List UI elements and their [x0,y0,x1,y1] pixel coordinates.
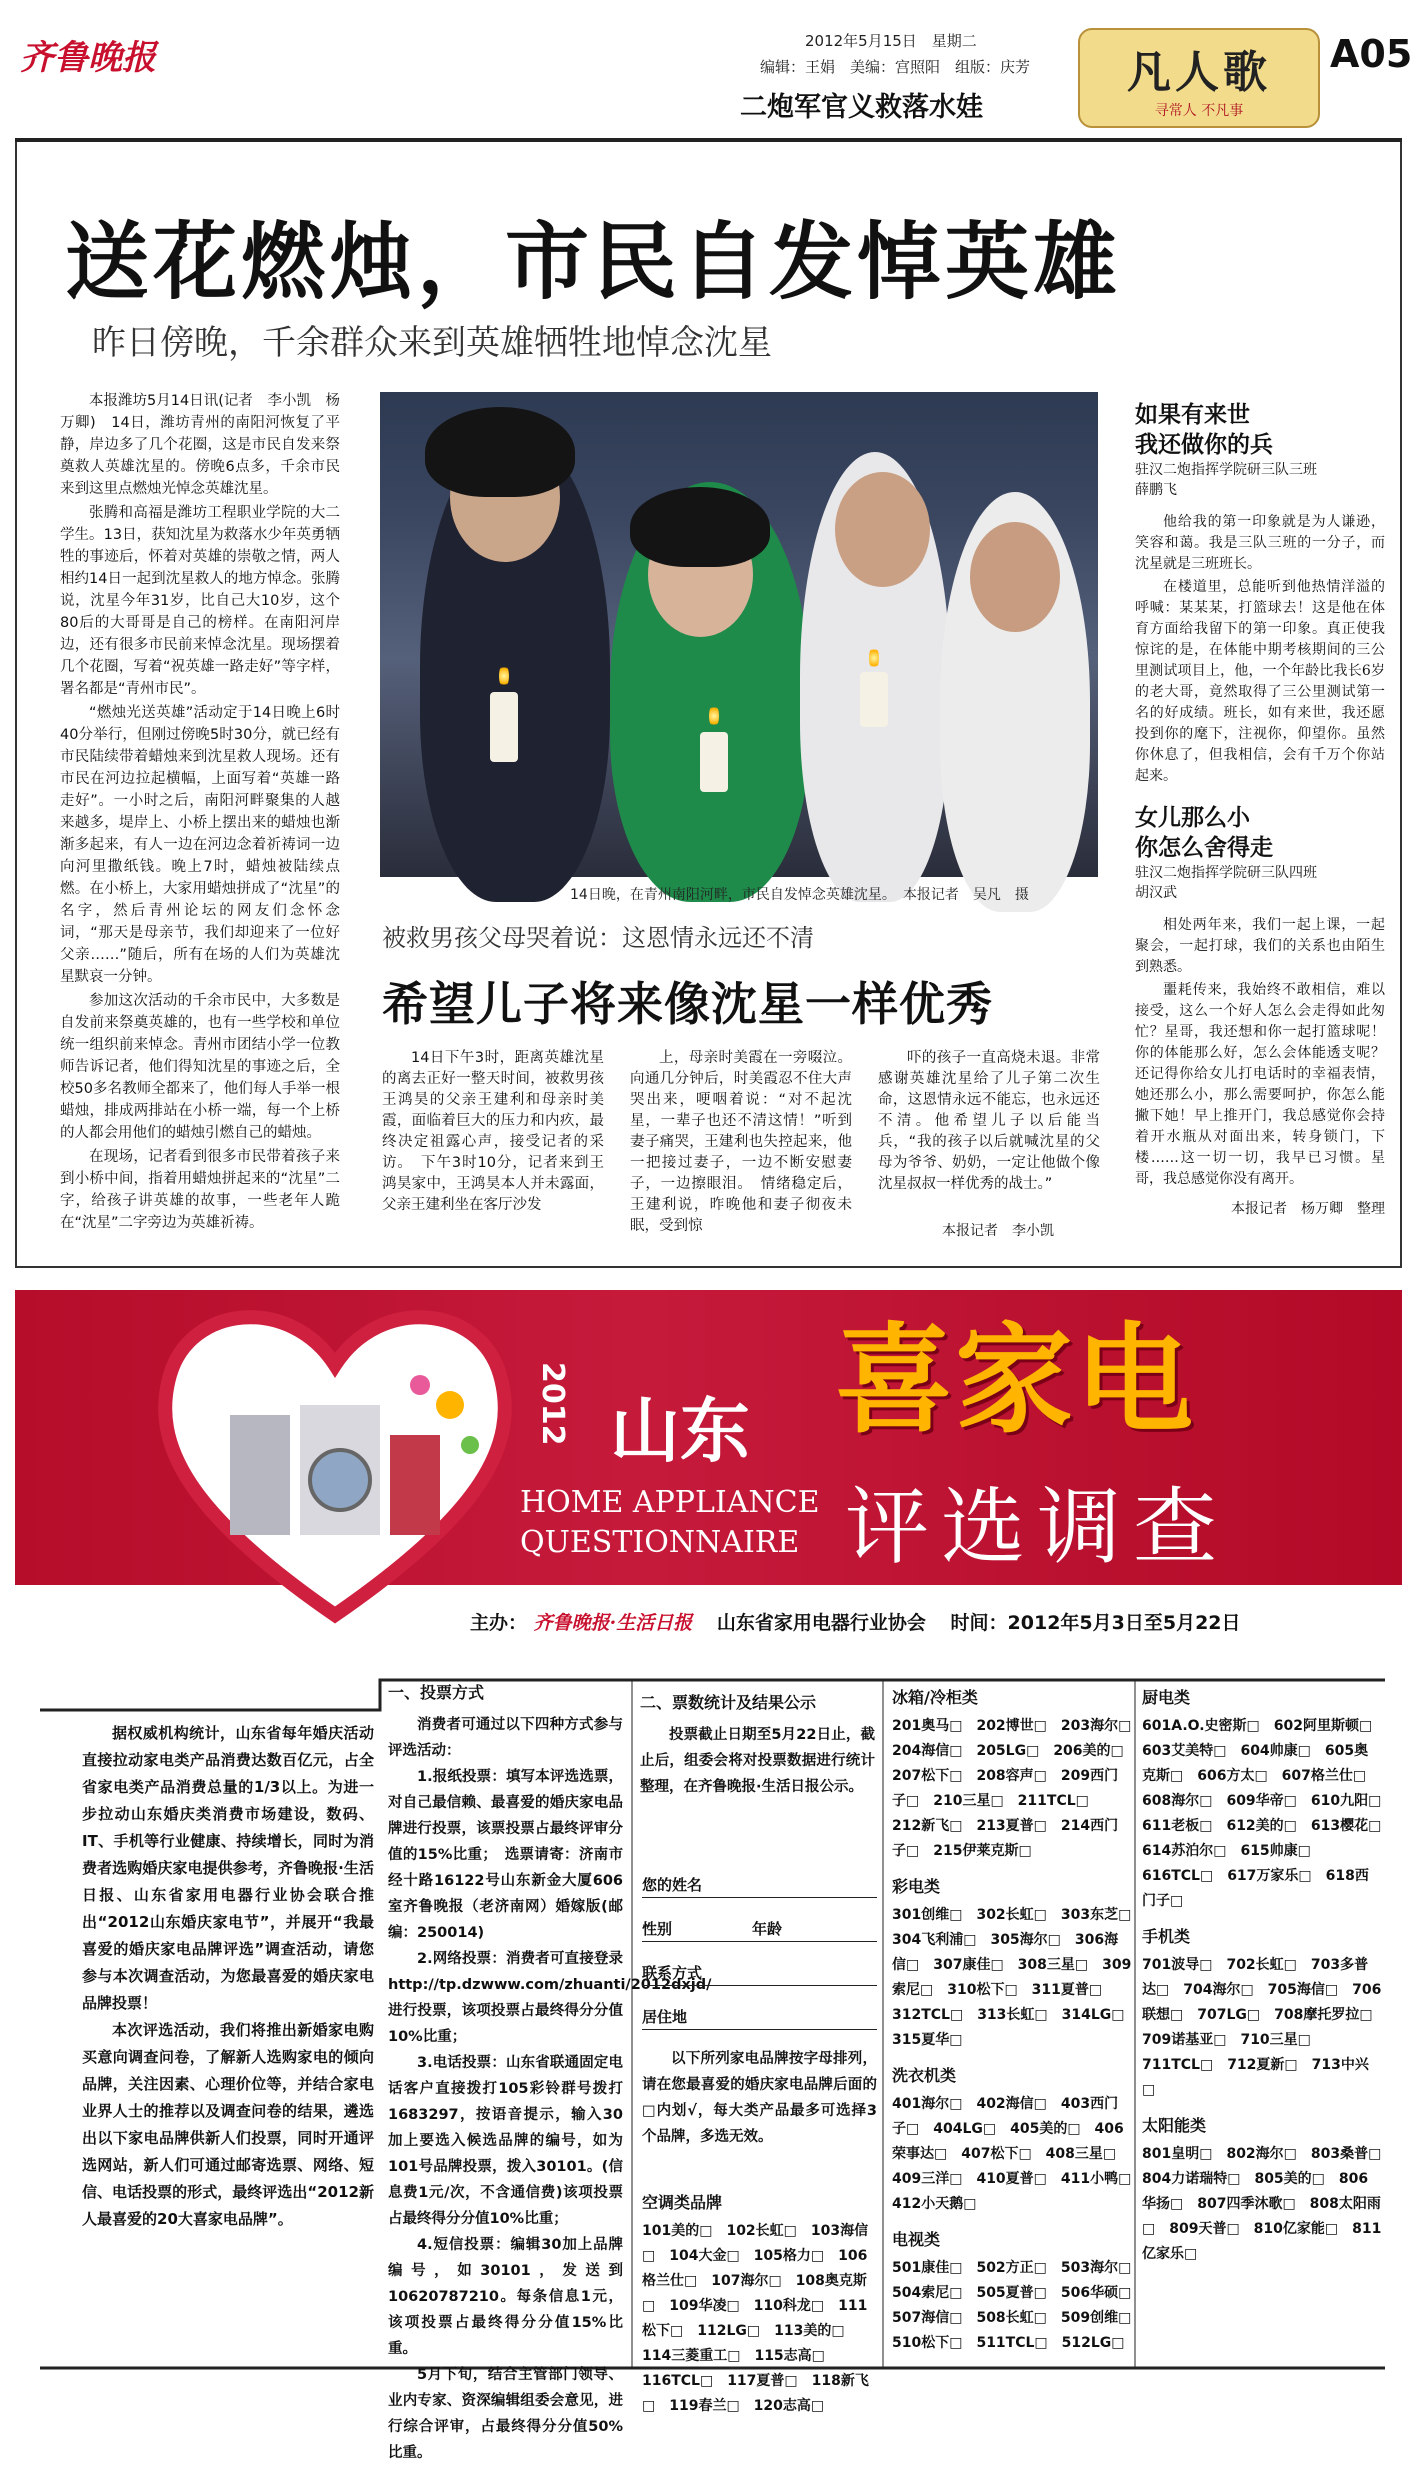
byline-unit: 驻汉二炮指挥学院研三队三班 [1135,462,1317,478]
field-label: 您的姓名 [642,1876,703,1894]
paragraph: 本次评选活动，我们将推出新婚家电购买意向调查问卷，了解新人选购家电的倾向品牌，关注因素、心理价位等，并结合家电业界人士的推荐以及调查问卷的结果，遴选出以下家电品牌供新人们投票，同时开通评选网站，新人们可通过邮寄选票、网络、短信、电话投票的形式，最终评选出“2012新人最喜爱的20大喜家电品牌”。 [82,2021,374,2228]
name-field[interactable] [642,1860,877,1898]
category-heading: 冰箱/冷柜类 [892,1688,978,1707]
tribute-credit: 本报记者 杨万卿 整理 [1231,1201,1385,1217]
main-headline: 送花燃烛，市民自发悼英雄 [65,213,1122,311]
paragraph: 14日下午3时，距离英雄沈星的离去正好一整天时间，被救男孩王鸿昊的父亲王建利和母亲时美霞，面临着巨大的压力和内疚，最终决定祖露心声，接受记者的采访。 下午3时10分，记者来到王鸿昊家中，王鸿昊本人并未露面，父亲王建利坐在客厅沙发 [382,1050,604,1213]
paragraph: 上，母亲时美霞在一旁啜泣。向通几分钟后，时美霞忍不住大声哭出来，哽咽着说：“对不起沈星，一辈子也还不清这情！”听到妻子痛哭，王建利也失控起来，他一把接过妻子，一边不断安慰妻子，一边擦眼泪。 情绪稳定后，王建利说，昨晚他和妻子彻夜未眠，受到惊 [630,1050,852,1234]
brand-lists-col4 [1142,1675,1396,2267]
field-label: 居住地 [642,2008,688,2026]
sponsor-association: 山东省家用电器行业协会 [716,1612,926,1634]
paragraph: 以下所列家电品牌按字母排列，请在您最喜爱的婚庆家电品牌后面的□内划√，每大类产品最多可选择3个品牌，多选无效。 [642,2051,877,2145]
ad-subtitle: 评选调查 [845,1478,1230,1576]
paragraph: 消费者可通过以下四种方式参与评选活动： [388,1717,623,1759]
paragraph: “燃烛光送英雄”活动定于14日晚上6时40分举行，但刚过傍晚5时30分，就已经有市民陆续带着蜡烛来到沈星救人现场。还有市民在河边拉起横幅，上面写着“英雄一路走好”。一小时之后，南阳河畔聚集的人越来越多，堤岸上、小桥上摆出来的蜡烛也渐渐多起来，有人一边在河边念着祈祷词一边向河里撒纸钱。晚上7时，蜡烛被陆续点燃。在小桥上，大家用蜡烛拼成了“沈星”的名字，然后青州论坛的网友们念怀念词，“那天是母亲节，我们却迎来了一位好父亲……”随后，所有在场的人们为英雄沈星默哀一分钟。 [60,705,340,985]
contact-field[interactable] [642,1948,877,1986]
paragraph: 1.报纸投票：填写本评选选票，对自己最信赖、最喜爱的婚庆家电品牌进行投票，该票投票占最终评审分值的15%比重； 选票请寄：济南市经十路16122号山东新金大厦606室齐鲁晚报（老济南网）婚嫁版(邮编：250014) [388,1769,623,1941]
sex-age-field[interactable] [642,1904,877,1942]
section-heading: 一、投票方式 [388,1683,485,1702]
paragraph: 4.短信投票：编辑30加上品牌编号，如30101，发送到10620787210。每条信息1元，该项投票占最终得分分值15%比重。 [388,2237,623,2357]
tribute-byline [1135,863,1385,903]
brand-checkbox-list[interactable]: 101美的□ 102长虹□ 103海信□ 104大金□ 105格力□ 106格兰仕□ 107海尔□ 108奥克斯□ 109华凌□ 110科龙□ 111松下□ 112LG□ 113美的□ 114三菱重工□ 115志高□ 116TCL□ 117夏普□ 118新飞□ 119春兰□ 120志高□ [642,2223,869,2414]
ad-province: 山东 [610,1390,750,1472]
paragraph: 他给我的第一印象就是为人谦逊，笑容和蔼。我是三队三班的一分子，而沈星就是三班班长。 [1135,514,1385,572]
paragraph: 噩耗传来，我始终不敢相信，难以接受，这么一个好人怎么会走得如此匆忙？星哥，我还想和你一起打篮球呢！你的体能那么好，怎么会体能透支呢？还记得你给女儿打电话时的幸福表情，她还那么小，那么需要呵护，你怎么能撇下她！早上推开门，我总感觉你会持着开水瓶从对面出来，转身锁门，下楼……这一切一切，我早已习惯。星哥，我总感觉你没有离开。 [1135,982,1385,1187]
field-label: 性别 [642,1920,673,1938]
paragraph: 吓的孩子一直高烧未退。非常感谢英雄沈星给了儿子第二次生命，这恩情永远不能忘，也永远还不清。他希望儿子以后能当兵，“我的孩子以后就喊沈星的父母为爷爷、奶奶，一定让他做个像沈星叔叔一样优秀的战士。” [878,1050,1100,1192]
category-heading: 太阳能类 [1142,2116,1207,2135]
ad-sponsor-line [470,1608,1241,1635]
byline-author: 薛鹏飞 [1135,482,1177,498]
photo-caption: 14日晚，在青州南阳河畔，市民自发悼念英雄沈星。 本报记者 吴凡 摄 [570,887,1029,903]
category-heading: 厨电类 [1142,1688,1191,1707]
side-story-kicker: 被救男孩父母哭着说：这恩情永远还不清 [382,924,814,952]
paragraph: 参加这次活动的千余市民中，大多数是自发前来祭奠英雄的，也有一些学校和单位统一组织前来悼念。青州市团结小学一位教师告诉记者，他们得知沈星的事迹之后，全校50多名教师全都来了，他们每人手举一根蜡烛，排成两排站在小桥一端，每一个上桥的人都会用他们的蜡烛引燃自己的蜡烛。 [60,993,340,1141]
byline-author: 胡汉武 [1135,885,1177,901]
tribute-heading: 女儿那么小 [1135,805,1250,831]
ad-year: 2012 [535,1362,570,1446]
main-subheadline: 昨日傍晚，千余群众来到英雄牺牲地悼念沈星 [92,323,772,363]
ad-english-line1: HOME APPLIANCE [520,1485,820,1520]
paragraph: 3.电话投票：山东省联通固定电话客户直接拨打105彩铃群号拨打1683297，按语音提示，输入30加上要选入候选品牌的编号，如为101号品牌投票，拨入30101。(信息费1元/次，不含通信费)该项投票占最终得分分值10%比重； [388,2055,623,2227]
ad-english-line2: QUESTIONNAIRE [520,1525,800,1560]
field-label: 联系方式 [642,1964,703,1982]
side-story-credit: 本报记者 李小凯 [942,1223,1054,1239]
brand-checkbox-list[interactable]: 201奥马□ 202博世□ 203海尔□ 204海信□ 205LG□ 206美的□ 207松下□ 208容声□ 209西门子□ 210三星□ 211TCL□ 212新飞□ 213夏普□ 214西门子□ 215伊莱克斯□ [892,1718,1146,1859]
column-banner [1078,28,1320,128]
brand-checkbox-list[interactable]: 701波导□ 702长虹□ 703多普达□ 704海尔□ 705海信□ 706联想□ 707LG□ 708摩托罗拉□ 709诺基亚□ 710三星□ 711TCL□ 712夏新□ 713中兴□ [1142,1957,1387,2098]
brand-checkbox-list[interactable]: 301创维□ 302长虹□ 303东芝□ 304飞利浦□ 305海尔□ 306海信□ 307康佳□ 308三星□ 309索尼□ 310松下□ 311夏普□ 312TCL□ 313长虹□ 314LG□ 315夏华□ [892,1907,1146,2048]
byline-unit: 驻汉二炮指挥学院研三队四班 [1135,865,1317,881]
tribute-heading: 我还做你的兵 [1135,432,1273,458]
page-number: A05 [1330,32,1413,76]
vigil-photo [380,392,1098,877]
paragraph: 据权威机构统计，山东省每年婚庆活动直接拉动家电类产品消费达数百亿元，占全省家电类产品消费总量的1/3以上。为进一步拉动山东婚庆类消费市场建设，数码、IT、手机等行业健康、持续增长，同时为消费者选购婚庆家电提供参考，齐鲁晚报·生活日报、山东省家用电器行业协会联合推出“2012山东婚庆家电节”，并展开“我最喜爱的婚庆家电品牌评选”调查活动，请您参与本次调查活动，为您最喜爱的婚庆家电品牌投票！ [82,1724,374,2012]
heart-graphic [150,1295,520,1625]
paragraph: 5月下旬，结合主管部门领导、业内专家、资深编辑组委会意见，进行综合评审，占最终得分分值50%比重。 [388,2367,623,2461]
tribute-byline [1135,460,1385,500]
results-section [640,1690,875,1800]
masthead-logo: 齐鲁晚报 [20,38,156,78]
staff-credits: 编辑：王娟 美编：宫照阳 组版：庆芳 [760,58,1031,76]
category-heading: 洗衣机类 [892,2066,957,2085]
sponsor-time: 时间：2012年5月3日至5月22日 [950,1612,1241,1634]
brand-lists-col3 [892,1675,1146,2356]
brand-checkbox-list[interactable]: 601A.O.史密斯□ 602阿里斯顿□ 603艾美特□ 604帅康□ 605奥克斯□ 606方太□ 607格兰仕□ 608海尔□ 609华帝□ 610九阳□ 611老板□ 612美的□ 613樱花□ 614苏泊尔□ 615帅康□ 616TCL□ 617万家乐□ 618西门子□ [1142,1718,1396,1909]
side-story-headline: 希望儿子将来像沈星一样优秀 [382,977,993,1031]
paragraph: 张腾和高福是潍坊工程职业学院的大二学生。13日，获知沈星为救落水少年英勇牺牲的事迹后，怀着对英雄的崇敬之情，两人相约14日一起到沈星救人的地方悼念。张腾说，沈星今年31岁，比自己大10岁，这个80后的大哥哥是自己的榜样。在南阳河岸边，还有很多市民前来悼念沈星。现场摆着几个花圈，写着“祝英雄一路走好”等字样，署名都是“青州市民”。 [60,505,340,697]
category-heading: 彩电类 [892,1877,941,1896]
questionnaire-intro [82,1720,374,2233]
page-kicker-headline: 二炮军官义救落水娃 [740,92,983,123]
brand-checkbox-list[interactable]: 501康佳□ 502方正□ 503海尔□ 504索尼□ 505夏普□ 506华硕□ 507海信□ 508长虹□ 509创维□ 510松下□ 511TCL□ 512LG□ [892,2260,1146,2351]
brand-list-ac [642,2180,877,2419]
ballot-form [642,1860,877,2150]
sponsor-brand: 齐鲁晚报·生活日报 [533,1612,693,1634]
side-story-col [382,1048,604,1248]
paragraph: 相处两年来，我们一起上课，一起聚会，一起打球，我们的关系也由陌生到熟悉。 [1135,917,1385,975]
paragraph: 在现场，记者看到很多市民带着孩子来到小桥中间，指着用蜡烛拼起来的“沈星”二字，给孩子讲英雄的故事，一些老年人跪在“沈星”二字旁边为英雄祈祷。 [60,1149,340,1231]
tribute-heading: 如果有来世 [1135,402,1250,428]
banner-title: 凡人歌 [1127,47,1271,98]
paragraph: 2.网络投票：消费者可直接登录http://tp.dzwww.com/zhuanti/2012dxjd/进行投票，该项投票占最终得分分值10%比重； [388,1951,712,2045]
tribute-heading: 你怎么舍得走 [1135,835,1273,861]
paragraph: 在楼道里，总能听到他热情洋溢的呼喊：某某某，打篮球去！这是他在体育方面给我留下的第一印象。真正使我惊诧的是，在体能中期考核期间的三公里测试项目上，他，一个年龄比我长6岁的老大哥，竟然取得了三公里测试第一名的好成绩。班长，如有来世，我还愿投到你的麾下，注视你，仰望你。虽然你休息了，但我相信，会有千万个你站起来。 [1135,579,1385,784]
category-heading: 空调类品牌 [642,2193,723,2212]
address-field[interactable] [642,1992,877,2030]
issue-date: 2012年5月15日 星期二 [805,32,977,50]
banner-subtitle: 寻常人 不凡事 [1154,103,1244,119]
paragraph: 投票截止日期至5月22日止，截止后，组委会将对投票数据进行统计整理，在齐鲁晚报·生活日报公示。 [640,1727,875,1795]
category-heading: 电视类 [892,2230,941,2249]
side-story-col [630,1048,852,1248]
section-heading: 二、票数统计及结果公示 [640,1693,817,1712]
tribute-body [1135,915,1385,1190]
main-article-body [60,390,340,1250]
brand-checkbox-list[interactable]: 401海尔□ 402海信□ 403西门子□ 404LG□ 405美的□ 406荣事达□ 407松下□ 408三星□ 409三洋□ 410夏普□ 411小鸭□ 412小天鹅□ [892,2096,1146,2212]
side-story-col [878,1048,1100,1198]
tribute-column [1135,400,1385,1218]
ad-title: 喜家电 [835,1311,1196,1449]
field-label: 年龄 [752,1920,783,1938]
category-heading: 手机类 [1142,1927,1191,1946]
brand-checkbox-list[interactable]: 801皇明□ 802海尔□ 803桑普□ 804力诺瑞特□ 805美的□ 806华扬□ 807四季沐歌□ 808太阳雨□ 809天普□ 810亿家能□ 811亿家乐□ [1142,2146,1396,2262]
paragraph: 本报潍坊5月14日讯(记者 李小凯 杨万卿) 14日，潍坊青州的南阳河恢复了平静，岸边多了几个花圈，这是市民自发来祭奠救人英雄沈星的。傍晚6点多，千余市民来到这里点燃烛光悼念英雄沈星。 [60,393,340,497]
sponsor-label: 主办： [470,1612,528,1634]
tribute-body [1135,512,1385,787]
